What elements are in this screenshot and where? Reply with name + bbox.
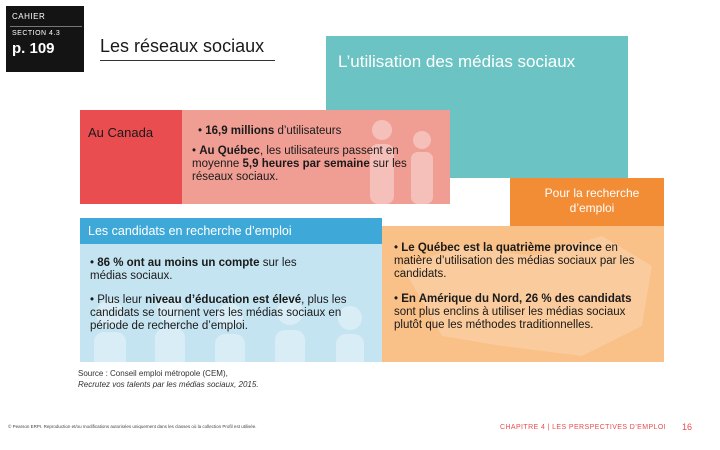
bullet-icon: • xyxy=(394,293,402,305)
bullet-icon: • xyxy=(198,125,206,137)
copyright-notice: © Pearson ERPI. Reproduction et/ou modifications autorisées uniquement dans les classes où la collection Profil est utilisée. xyxy=(8,424,257,429)
page-reference: p. 109 xyxy=(12,40,55,57)
cahier-divider xyxy=(10,26,82,27)
canada-stat-users: • 16,9 millions d’utilisateurs xyxy=(198,125,342,137)
bullet-icon: • xyxy=(394,242,402,254)
quebec-stat-hours: • Au Québec, les utilisateurs passent en moyenne 5,9 heures par semaine sur les réseaux sociaux. xyxy=(192,145,407,183)
canada-label: Au Canada xyxy=(88,125,154,140)
cahier-label: CAHIER xyxy=(12,12,46,21)
title-underline xyxy=(100,60,275,61)
bullet-icon: • xyxy=(192,145,200,157)
bullet-icon: • xyxy=(90,294,98,306)
quebec-ranking-stat: • Le Québec est la quatrième province en matière d’utilisation des médias sociaux par les candidats. xyxy=(394,242,635,280)
source-citation: Source : Conseil emploi métropole (CEM), xyxy=(78,369,228,378)
section-label: SECTION 4.3 xyxy=(12,30,61,37)
page-number: 16 xyxy=(682,422,693,432)
chapter-label: CHAPITRE 4 | LES PERSPECTIVES D’EMPLOI xyxy=(500,424,667,431)
source-title: Recrutez vos talents par les médias sociaux, 2015. xyxy=(78,380,259,389)
north-america-stat: • En Amérique du Nord, 26 % des candidats sont plus enclins à utiliser les médias sociaux plutôt que les méthodes traditionnelles. xyxy=(394,293,632,331)
job-search-label: Pour la recherche d’emploi xyxy=(544,186,640,215)
page-title: Les réseaux sociaux xyxy=(100,36,265,56)
bullet-icon: • xyxy=(90,257,98,269)
candidates-title: Les candidats en recherche d’emploi xyxy=(88,224,292,238)
section-title: L’utilisation des médias sociaux xyxy=(338,52,576,71)
candidates-education-stat: • Plus leur niveau d’éducation est élevé, plus les candidats se tournent vers les médias sociaux en période de recherche d’emploi. xyxy=(90,294,347,332)
candidates-account-stat: • 86 % ont au moins un compte sur les médias sociaux. xyxy=(90,257,297,282)
